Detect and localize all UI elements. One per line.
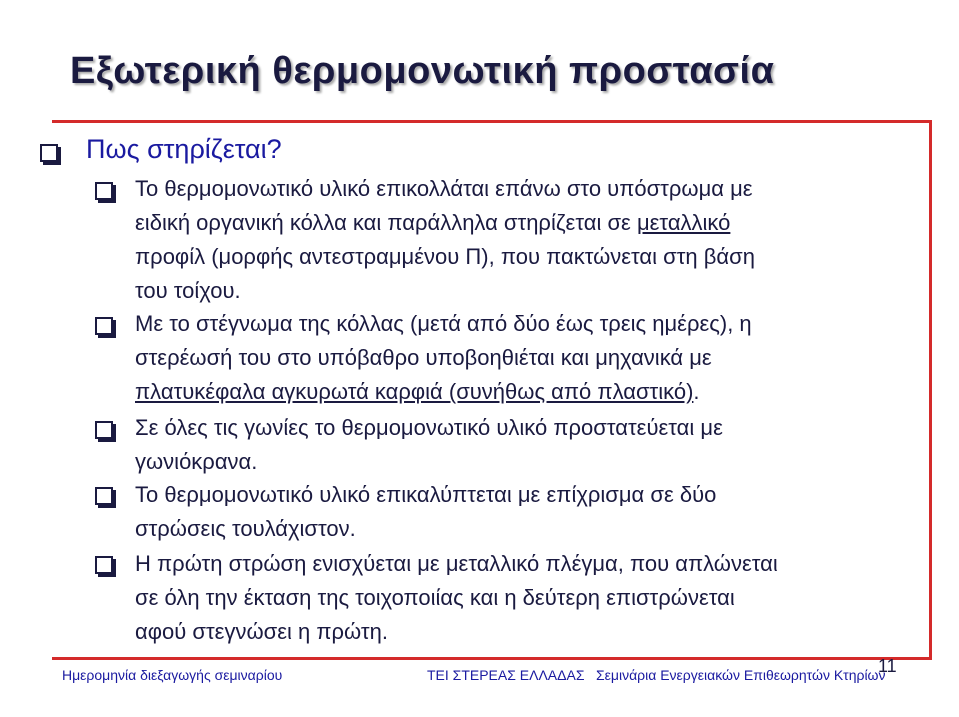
- bullet-paragraph: [135, 547, 921, 649]
- right-rule: [929, 120, 932, 660]
- section-heading: Πως στηρίζεται?: [86, 134, 282, 164]
- bullet-line: Η πρώτη στρώση ενισχύεται με μεταλλικό πλέγμα, που απλώνεται: [135, 551, 778, 576]
- slide-title: Εξωτερική θερμομονωτική προστασία: [70, 50, 775, 92]
- bullet-line: Το θερμομονωτικό υλικό επικολλάται επάνω στο υπόστρωμα με: [135, 176, 753, 201]
- bullet-paragraph: [135, 307, 921, 409]
- underlined-term: πλατυκέφαλα αγκυρωτά καρφιά (συνήθως από πλαστικό): [135, 379, 694, 404]
- bullet-line: Το θερμομονωτικό υλικό επικαλύπτεται με επίχρισμα σε δύο: [135, 482, 717, 507]
- checkbox-bullet-icon: [95, 182, 113, 200]
- bullet-line: αφού στεγνώσει η πρώτη.: [135, 619, 388, 644]
- bullet-line: .: [693, 379, 700, 404]
- page-number: 11: [878, 656, 897, 676]
- top-rule: [52, 120, 932, 123]
- bullet-paragraph: [135, 478, 921, 546]
- checkbox-bullet-icon: [40, 144, 58, 162]
- bullet-line: σε όλη την έκταση της τοιχοποιίας και η δεύτερη επιστρώνεται: [135, 585, 735, 610]
- bullet-line: προφίλ (μορφής αντεστραμμένου Π), που πακτώνεται στη βάση: [135, 244, 755, 269]
- bullet-line: Σε όλες τις γωνίες το θερμομονωτικό υλικό προστατεύεται με: [135, 415, 723, 440]
- bullet-line: γωνιόκρανα.: [135, 449, 258, 474]
- footer-institution: ΤΕΙ ΣΤΕΡΕΑΣ ΕΛΛΑΔΑΣ: [427, 667, 585, 683]
- underlined-term: μεταλλικό: [636, 210, 731, 235]
- bullet-line: στερέωσή του στο υπόβαθρο υποβοηθιέται και μηχανικά με: [135, 345, 712, 370]
- footer-seminar: Σεμινάρια Ενεργειακών Επιθεωρητών Κτηρίων: [596, 667, 886, 683]
- bottom-rule: [52, 657, 932, 660]
- bullet-line: στρώσεις τουλάχιστον.: [135, 516, 356, 541]
- bullet-paragraph: [135, 411, 921, 479]
- checkbox-bullet-icon: [95, 421, 113, 439]
- bullet-line: ειδική οργανική κόλλα και παράλληλα στηρίζεται σε: [135, 210, 631, 235]
- checkbox-bullet-icon: [95, 487, 113, 505]
- checkbox-bullet-icon: [95, 317, 113, 335]
- checkbox-bullet-icon: [95, 556, 113, 574]
- bullet-line: του τοίχου.: [135, 278, 241, 303]
- footer-date: Ημερομηνία διεξαγωγής σεμιναρίου: [62, 667, 283, 683]
- bullet-paragraph: [135, 172, 921, 308]
- bullet-line: Με το στέγνωμα της κόλλας (μετά από δύο έως τρεις ημέρες), η: [135, 311, 752, 336]
